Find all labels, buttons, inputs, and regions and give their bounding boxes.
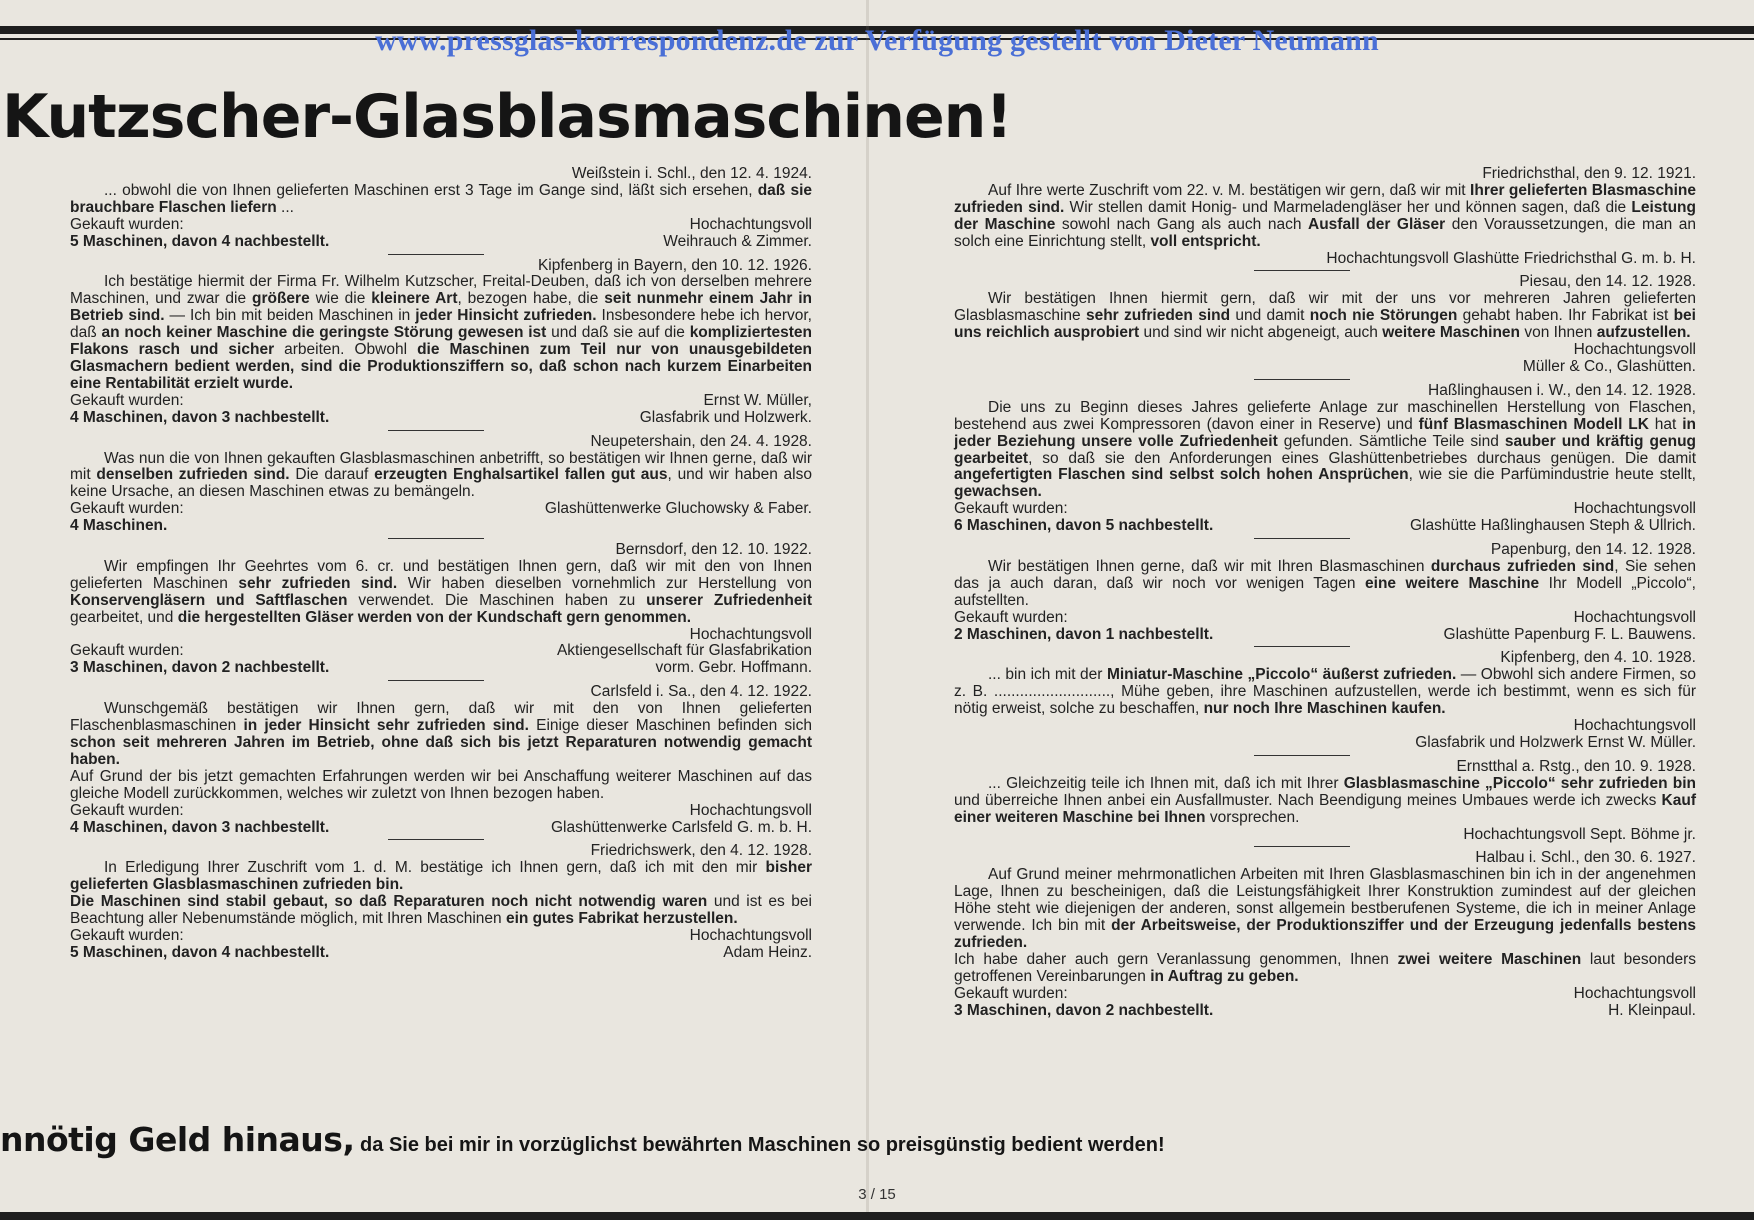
purchase-label: Gekauft wurden: bbox=[70, 926, 184, 944]
purchase-label: Gekauft wurden: bbox=[954, 500, 1068, 518]
testimonial-body: ... Gleichzeitig teile ich Ihnen mit, daß ich mit Ihrer Glasblasmaschine „Piccolo“ sehr zufrieden bin und überreiche Ihnen anbei ein Ausfallmuster. Nach Beendigung meines Umbaues werde ich zwecks Kauf einer weiteren Maschine bei Ihnen vorsprechen. bbox=[954, 774, 1696, 826]
place-date: Piesau, den 14. 12. 1928. bbox=[1519, 273, 1696, 291]
left-column bbox=[70, 166, 812, 962]
testimonial-body: Wir bestätigen Ihnen hiermit gern, daß wir mit der uns vor mehreren Jahren gelieferten Glasblasmaschine sehr zufrieden sind und damit noch nie Störungen gehabt haben. Ihr Fabrikat ist bei uns reichlich ausprobiert und sind wir nicht abgeneigt, auch weitere Maschinen von Ihnen aufzustellen. bbox=[954, 290, 1696, 342]
testimonial bbox=[70, 542, 812, 677]
testimonial bbox=[70, 684, 812, 836]
signature: Ernst W. Müller, Glasfabrik und Holzwerk. bbox=[639, 391, 812, 426]
footer-slogan bbox=[0, 1120, 1165, 1159]
place-date: Kipfenberg in Bayern, den 10. 12. 1926. bbox=[537, 256, 812, 274]
signature: Hochachtungsvoll Aktiengesellschaft für Glasfabrikation vorm. Gebr. Hoffmann. bbox=[556, 625, 812, 677]
testimonial-body: ... bin ich mit der Miniatur-Maschine „Piccolo“ äußerst zufrieden. — Obwohl sich andere Firmen, so z. B. ..........................., Mühe geben, ihre Maschinen aufzustellen, werde ich bestimmt, wenn es sich für nötig erweist, solche zu beschaffen, nur noch Ihre Maschinen kaufen. bbox=[954, 666, 1697, 718]
place-date: Bernsdorf, den 12. 10. 1922. bbox=[615, 541, 812, 559]
signature: Hochachtungsvoll Glashütte Friedrichsthal G. m. b. H. bbox=[1326, 249, 1696, 267]
testimonial bbox=[954, 650, 1696, 751]
divider-line bbox=[1254, 379, 1350, 380]
testimonial-body: Was nun die von Ihnen gekauften Glasblasmaschinen anbetrifft, so bestätigen wir Ihnen gerne, daß wir mit denselben zufrieden sind. Die darauf erzeugten Enghalsartikel fallen gut aus, und wir haben also keine Ursache, an diesen Maschinen etwas zu bemängeln. bbox=[70, 449, 812, 501]
testimonial-body: Auf Grund meiner mehrmonatlichen Arbeiten mit Ihren Glasblasmaschinen bin ich in der angenehmen Lage, Ihnen zu bescheinigen, daß die Leistungsfähigkeit Ihrer Konstruktion zumindest auf der gleichen Höhe steht wie diejenigen der anderen, sonst allgemein bestberufenen Systeme, die ich in meiner Anlage verwende. Ich bin mit der Arbeitsweise, der Produktionsziffer und der Erzeugung jedenfalls bestens zufrieden. Ich habe daher auch gern Veranlassung genommen, Ihnen zwei weitere Maschinen laut besonders getroffenen Vereinbarungen in Auftrag zu geben. bbox=[954, 866, 1697, 985]
purchase-count: 2 Maschinen, davon 1 nachbestellt. bbox=[954, 625, 1214, 643]
purchase-row bbox=[70, 803, 812, 837]
divider-line bbox=[388, 680, 484, 681]
purchase-count: 5 Maschinen, davon 4 nachbestellt. bbox=[70, 232, 330, 250]
bottom-rule bbox=[0, 1212, 1754, 1220]
watermark: www.pressglas-korrespondenz.de zur Verfügung gestellt von Dieter Neumann bbox=[375, 24, 1379, 57]
testimonial bbox=[954, 759, 1696, 844]
purchase-label: Gekauft wurden: bbox=[70, 642, 184, 660]
purchase-label: Gekauft wurden: bbox=[954, 984, 1068, 1002]
purchase-label: Gekauft wurden: bbox=[70, 500, 184, 518]
signature: Hochachtungsvoll H. Kleinpaul. bbox=[1573, 984, 1696, 1019]
purchase-label: Gekauft wurden: bbox=[70, 215, 184, 233]
testimonial-body: Die uns zu Beginn dieses Jahres gelieferte Anlage zur maschinellen Herstellung von Flaschen, bestehend aus zwei Kompressoren (davon einer in Reserve) und fünf Blasmaschinen Modell LK hat in jeder Beziehung unsere volle Zufriedenheit gefunden. Sämtliche Teile sind sauber und kräftig genug gearbeitet, so daß sie den Anforderungen eines Glashüttenbetriebes durchaus genügen. Die damit angefertigten Flaschen sind selbst solch hohen Ansprüchen, wie sie die Parfümindustrie heute stellt, gewachsen. bbox=[954, 398, 1696, 501]
signature: Hochachtungsvoll Weihrauch & Zimmer. bbox=[663, 215, 812, 250]
testimonial bbox=[70, 166, 812, 251]
testimonial-body: Auf Ihre werte Zuschrift vom 22. v. M. bestätigen wir gern, daß wir mit Ihrer gelieferten Blasmaschine zufrieden sind. Wir stellen damit Honig- und Marmeladengläser her und können sagen, daß die Leistung der Maschine sowohl nach Gang als auch nach Ausfall der Gläser den Voraussetzungen, die man an solch eine Einrichtung stellt, voll entspricht. bbox=[954, 181, 1696, 250]
purchase-row bbox=[70, 627, 812, 678]
testimonial-body: Ich bestätige hiermit der Firma Fr. Wilhelm Kutzscher, Freital-Deuben, daß ich von derselben mehrere Maschinen, und zwar die größere wie die kleinere Art, bezogen habe, die seit nunmehr einem Jahr in Betrieb sind. — Ich bin mit beiden Maschinen in jeder Hinsicht zufrieden. Insbesondere hebe ich hervor, daß an noch keiner Maschine die geringste Störung gewesen ist und daß sie auf die kompliziertesten Flakons rasch und sicher arbeiten. Obwohl die Maschinen zum Teil nur von unausgebildeten Glasmachern bedient werden, sind die Produktionsziffern so, daß schon nach kurzem Einarbeiten eine Rentabilität erzielt wurde. bbox=[70, 273, 812, 392]
divider-line bbox=[1254, 646, 1350, 647]
divider-line bbox=[1254, 538, 1350, 539]
footer-slogan-big: nnötig Geld hinaus, bbox=[0, 1120, 355, 1159]
purchase-label: Gekauft wurden: bbox=[954, 608, 1068, 626]
signature: Hochachtungsvoll Glashütte Papenburg F. L. Bauwens. bbox=[1443, 608, 1696, 643]
place-date: Friedrichswerk, den 4. 12. 1928. bbox=[590, 842, 812, 860]
signature: Glashüttenwerke Gluchowsky & Faber. bbox=[544, 500, 812, 518]
divider-line bbox=[1254, 270, 1350, 271]
divider-line bbox=[388, 538, 484, 539]
signature: Hochachtungsvoll Glashütte Haßlinghausen Steph & Ullrich. bbox=[1409, 500, 1696, 535]
purchase-row bbox=[954, 610, 1696, 644]
testimonial bbox=[70, 258, 812, 427]
page-number: 3 / 15 bbox=[858, 1186, 896, 1203]
signature: Hochachtungsvoll Sept. Böhme jr. bbox=[1463, 825, 1696, 843]
purchase-count: 5 Maschinen, davon 4 nachbestellt. bbox=[70, 943, 330, 961]
testimonial-body: ... obwohl die von Ihnen gelieferten Maschinen erst 3 Tage im Gange sind, läßt sich ersehen, daß sie brauchbare Flaschen liefern ... bbox=[70, 181, 812, 216]
testimonial bbox=[954, 542, 1696, 643]
purchase-label: Gekauft wurden: bbox=[70, 391, 184, 409]
divider-line bbox=[1254, 846, 1350, 847]
divider-line bbox=[388, 839, 484, 840]
testimonial bbox=[70, 843, 812, 961]
purchase-row bbox=[70, 393, 812, 427]
testimonial bbox=[954, 850, 1696, 1019]
purchase-row bbox=[70, 928, 812, 962]
place-date: Haßlinghausen i. W., den 14. 12. 1928. bbox=[1428, 381, 1696, 399]
testimonial bbox=[70, 434, 812, 535]
divider-line bbox=[388, 254, 484, 255]
divider-line bbox=[388, 430, 484, 431]
purchase-row bbox=[954, 501, 1696, 535]
testimonial bbox=[954, 274, 1696, 375]
testimonial bbox=[954, 383, 1696, 535]
testimonial-body: In Erledigung Ihrer Zuschrift vom 1. d. M. bestätige ich Ihnen gern, daß ich mit den mir bisher gelieferten Glasblasmaschinen zufrieden bin. Die Maschinen sind stabil gebaut, so daß Reparaturen noch nicht notwendig waren und ist es bei Beachtung aller Nebenumstände möglich, mit Ihren Maschinen ein gutes Fabrikat herzustellen. bbox=[70, 859, 812, 928]
testimonial-body: Wir bestätigen Ihnen gerne, daß wir mit Ihren Blasmaschinen durchaus zufrieden sind, Sie sehen das ja auch daran, daß wir noch vor wenigen Tagen eine weitere Maschine Ihr Modell „Piccolo“, aufstellten. bbox=[954, 557, 1696, 609]
place-date: Kipfenberg, den 4. 10. 1928. bbox=[1500, 649, 1696, 667]
headline: Kutzscher-Glasblasmaschinen! bbox=[2, 82, 1012, 152]
place-date: Neupetershain, den 24. 4. 1928. bbox=[590, 432, 812, 450]
purchase-count: 3 Maschinen, davon 2 nachbestellt. bbox=[954, 1001, 1214, 1019]
purchase-count: 3 Maschinen, davon 2 nachbestellt. bbox=[70, 659, 330, 677]
testimonial-body: Wir empfingen Ihr Geehrtes vom 6. cr. und bestätigen Ihnen gern, daß wir mit den von Ihnen gelieferten Maschinen sehr zufrieden sind. Wir haben dieselben vornehmlich zur Herstellung von Konservengläsern und Saftflaschen verwendet. Die Maschinen haben zu unserer Zufriedenheit gearbeitet, und die hergestellten Gläser werden von der Kundschaft gern genommen. bbox=[70, 557, 812, 626]
purchase-label: Gekauft wurden: bbox=[70, 801, 184, 819]
purchase-count: 4 Maschinen, davon 3 nachbestellt. bbox=[70, 408, 330, 426]
right-column bbox=[954, 166, 1696, 1020]
footer-slogan-small: da Sie bei mir in vorzüglichst bewährten Maschinen so preisgünstig bedient werden! bbox=[354, 1134, 1165, 1156]
signature: Hochachtungsvoll Adam Heinz. bbox=[689, 926, 812, 961]
place-date: Papenburg, den 14. 12. 1928. bbox=[1490, 541, 1696, 559]
purchase-count: 6 Maschinen, davon 5 nachbestellt. bbox=[954, 517, 1214, 535]
center-fold bbox=[866, 0, 869, 1220]
purchase-row bbox=[954, 986, 1696, 1020]
signature: Hochachtungsvoll Glashüttenwerke Carlsfeld G. m. b. H. bbox=[550, 801, 812, 836]
purchase-row bbox=[70, 217, 812, 251]
purchase-row bbox=[70, 501, 812, 535]
place-date: Ernstthal a. Rstg., den 10. 9. 1928. bbox=[1456, 757, 1696, 775]
place-date: Carlsfeld i. Sa., den 4. 12. 1922. bbox=[590, 683, 812, 701]
signature: Hochachtungsvoll Müller & Co., Glashütten. bbox=[1522, 341, 1696, 375]
testimonial bbox=[954, 166, 1696, 267]
purchase-count: 4 Maschinen, davon 3 nachbestellt. bbox=[70, 818, 330, 836]
signature: Hochachtungsvoll Glasfabrik und Holzwerk Ernst W. Müller. bbox=[1415, 717, 1696, 751]
divider-line bbox=[1254, 755, 1350, 756]
testimonial-body: Wunschgemäß bestätigen wir Ihnen gern, daß wir mit den von Ihnen gelieferten Flaschenblasmaschinen in jeder Hinsicht sehr zufrieden sind. Einige dieser Maschinen befinden sich schon seit mehreren Jahren im Betrieb, ohne daß sich bis jetzt Reparaturen notwendig gemacht haben. Auf Grund der bis jetzt gemachten Erfahrungen werden wir bei Anschaffung weiterer Maschinen auf das gleiche Modell zurückkommen, welches wir zuletzt von Ihnen bezogen haben. bbox=[70, 700, 812, 802]
place-date: Halbau i. Schl., den 30. 6. 1927. bbox=[1475, 849, 1696, 867]
place-date: Friedrichsthal, den 9. 12. 1921. bbox=[1482, 165, 1696, 182]
place-date: Weißstein i. Schl., den 12. 4. 1924. bbox=[571, 165, 812, 182]
purchase-count: 4 Maschinen. bbox=[70, 517, 168, 535]
